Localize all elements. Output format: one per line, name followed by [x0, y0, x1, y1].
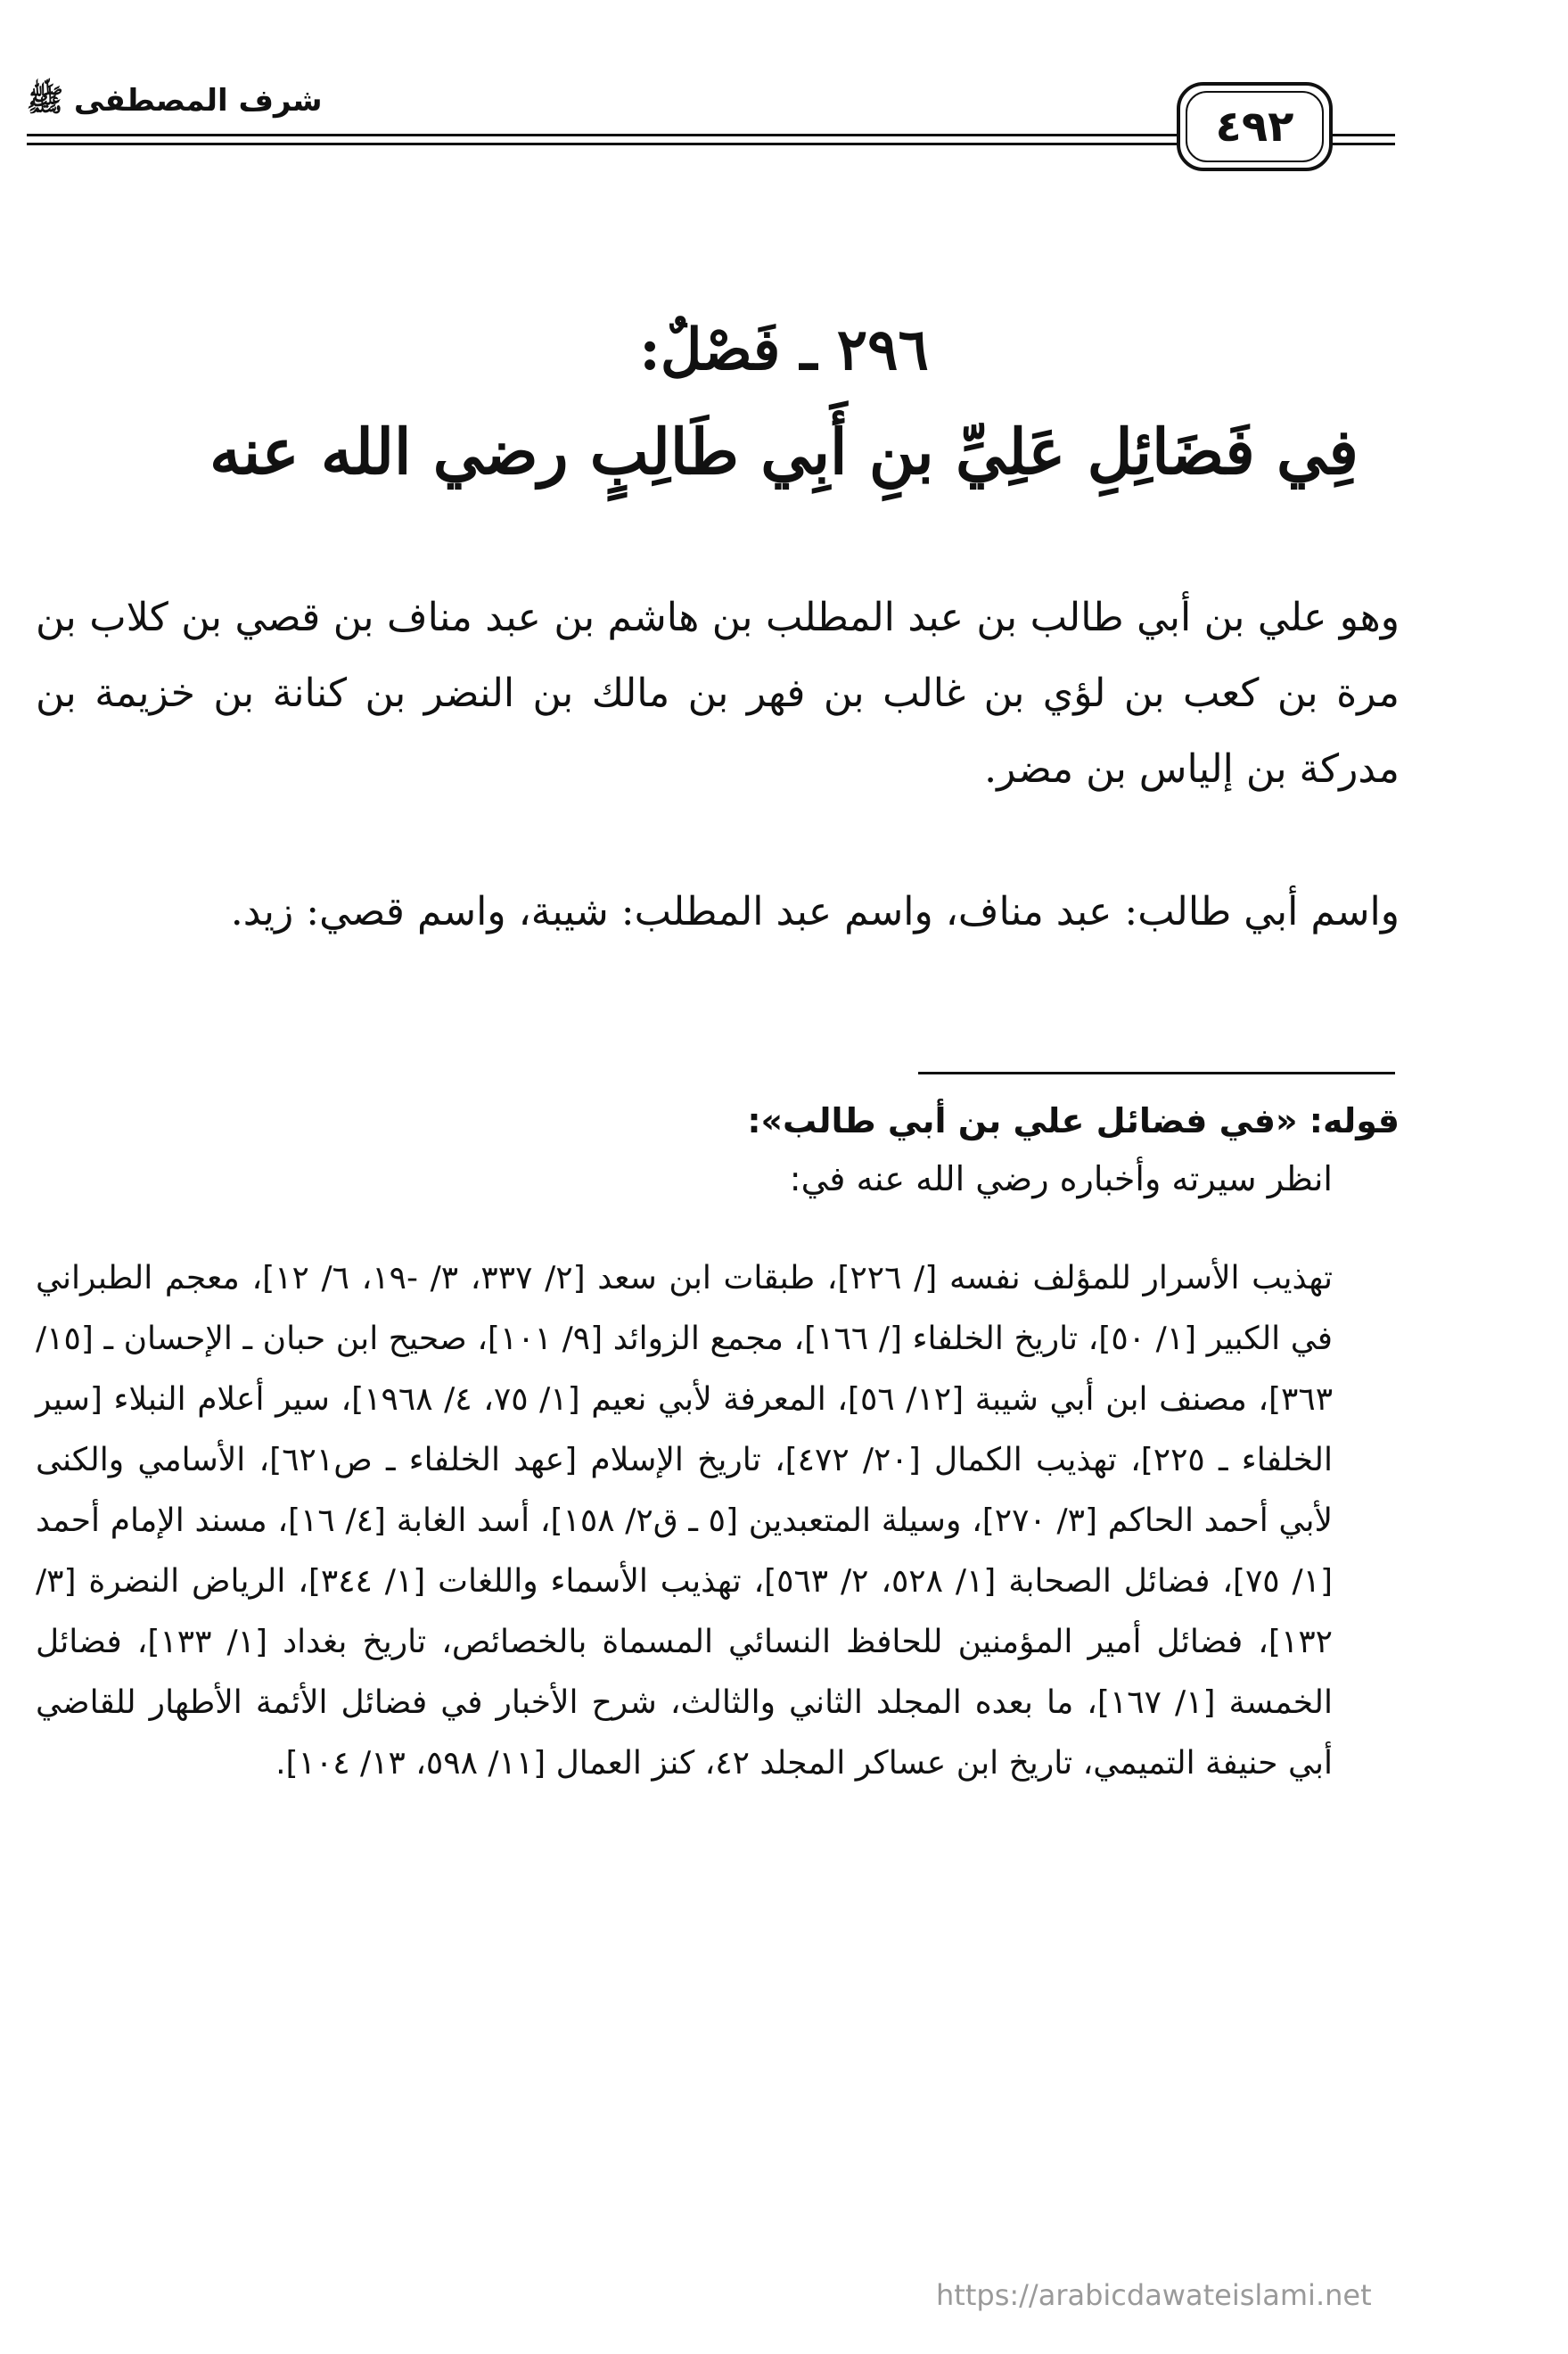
- running-head-title: شرف المصطفى ﷺ: [27, 83, 323, 119]
- footnote-intro: انظر سيرته وأخباره رضي الله عنه في:: [789, 1159, 1333, 1198]
- footnote-text: تهذيب الأسرار للمؤلف نفسه [/ ٢٢٦]، طبقات ابن سعد [٢/ ٣٣٧، ٣/ -١٩، ٦/ ١٢]، معجم الطبراني في الكبير [١/ ٥٠]، تاريخ الخلفاء [/ ١٦٦]، مجمع الزوائد [٩/ ١٠١]، صحيح ابن حبان ـ الإحسان ـ [١٥/ ٣٦٣]، مصنف ابن أبي شيبة [١٢/ ٥٦]، المعرفة لأبي نعيم [١/ ٧٥، ٤/ ١٩٦٨]، سير أعلام النبلاء [سير الخلفاء ـ ٢٢٥]، تهذيب الكمال [٢٠/ ٤٧٢]، تاريخ الإسلام [عهد الخلفاء ـ ص٦٢١]، الأسامي والكنى لأبي أحمد الحاكم [٣/ ٢٧٠]، وسيلة المتعبدين [٥ ـ ق٢/ ١٥٨]، أسد الغابة [٤/ ١٦]، مسند الإمام أحمد [١/ ٧٥]، فضائل الصحابة [١/ ٥٢٨، ٢/ ٥٦٣]، تهذيب الأسماء واللغات [١/ ٣٤٤]، الرياض النضرة [٣/ ١٣٢]، فضائل أمير المؤمنين للحافظ النسائي المسماة بالخصائص، تاريخ بغداد [١/ ١٣٣]، فضائل الخمسة [١/ ١٦٧]، ما بعده المجلد الثاني والثالث، شرح الأخبار في فضائل الأئمة الأطهار للقاضي أبي حنيفة التميمي، تاريخ ابن عساكر المجلد ٤٢، كنز العمال [١١/ ٥٩٨، ١٣/ ١٠٤].: [36, 1260, 1334, 1782]
- footnote-lead-label: قوله:: [1309, 1101, 1400, 1140]
- header-rule-double: [27, 143, 1177, 145]
- header-rule-right: [1333, 134, 1395, 136]
- body-paragraph-2: واسم أبي طالب: عبد مناف، واسم عبد المطلب: شيبة، واسم قصي: زيد.: [230, 889, 1400, 934]
- chapter-number: ٢٩٦ ـ فَصْلٌ:: [639, 317, 929, 383]
- footnote-lead-quote: «في فضائل علي بن أبي طالب»:: [747, 1101, 1298, 1140]
- page-header: [0, 0, 1568, 178]
- page-number: ٤٩٢: [1215, 102, 1294, 152]
- footnote-separator: [918, 1072, 1395, 1074]
- header-rule: [27, 134, 1177, 136]
- header-rule-right-double: [1333, 143, 1395, 145]
- footnote-lead: [36, 1092, 1400, 1150]
- watermark-url: https://arabicdawateislami.net: [936, 2278, 1372, 2312]
- body-paragraph-1: وهو علي بن أبي طالب بن عبد المطلب بن هاشم بن عبد مناف بن قصي بن كلاب بن مرة بن كعب بن لؤي بن غالب بن فهر بن مالك بن النضر بن كنانة بن خزيمة بن مدركة بن إلياس بن مضر.: [36, 595, 1400, 792]
- chapter-title: فِي فَضَائِلِ عَلِيِّ بنِ أَبِي طَالِبٍ رضي الله عنه: [209, 415, 1359, 489]
- page-number-frame: [1177, 82, 1333, 171]
